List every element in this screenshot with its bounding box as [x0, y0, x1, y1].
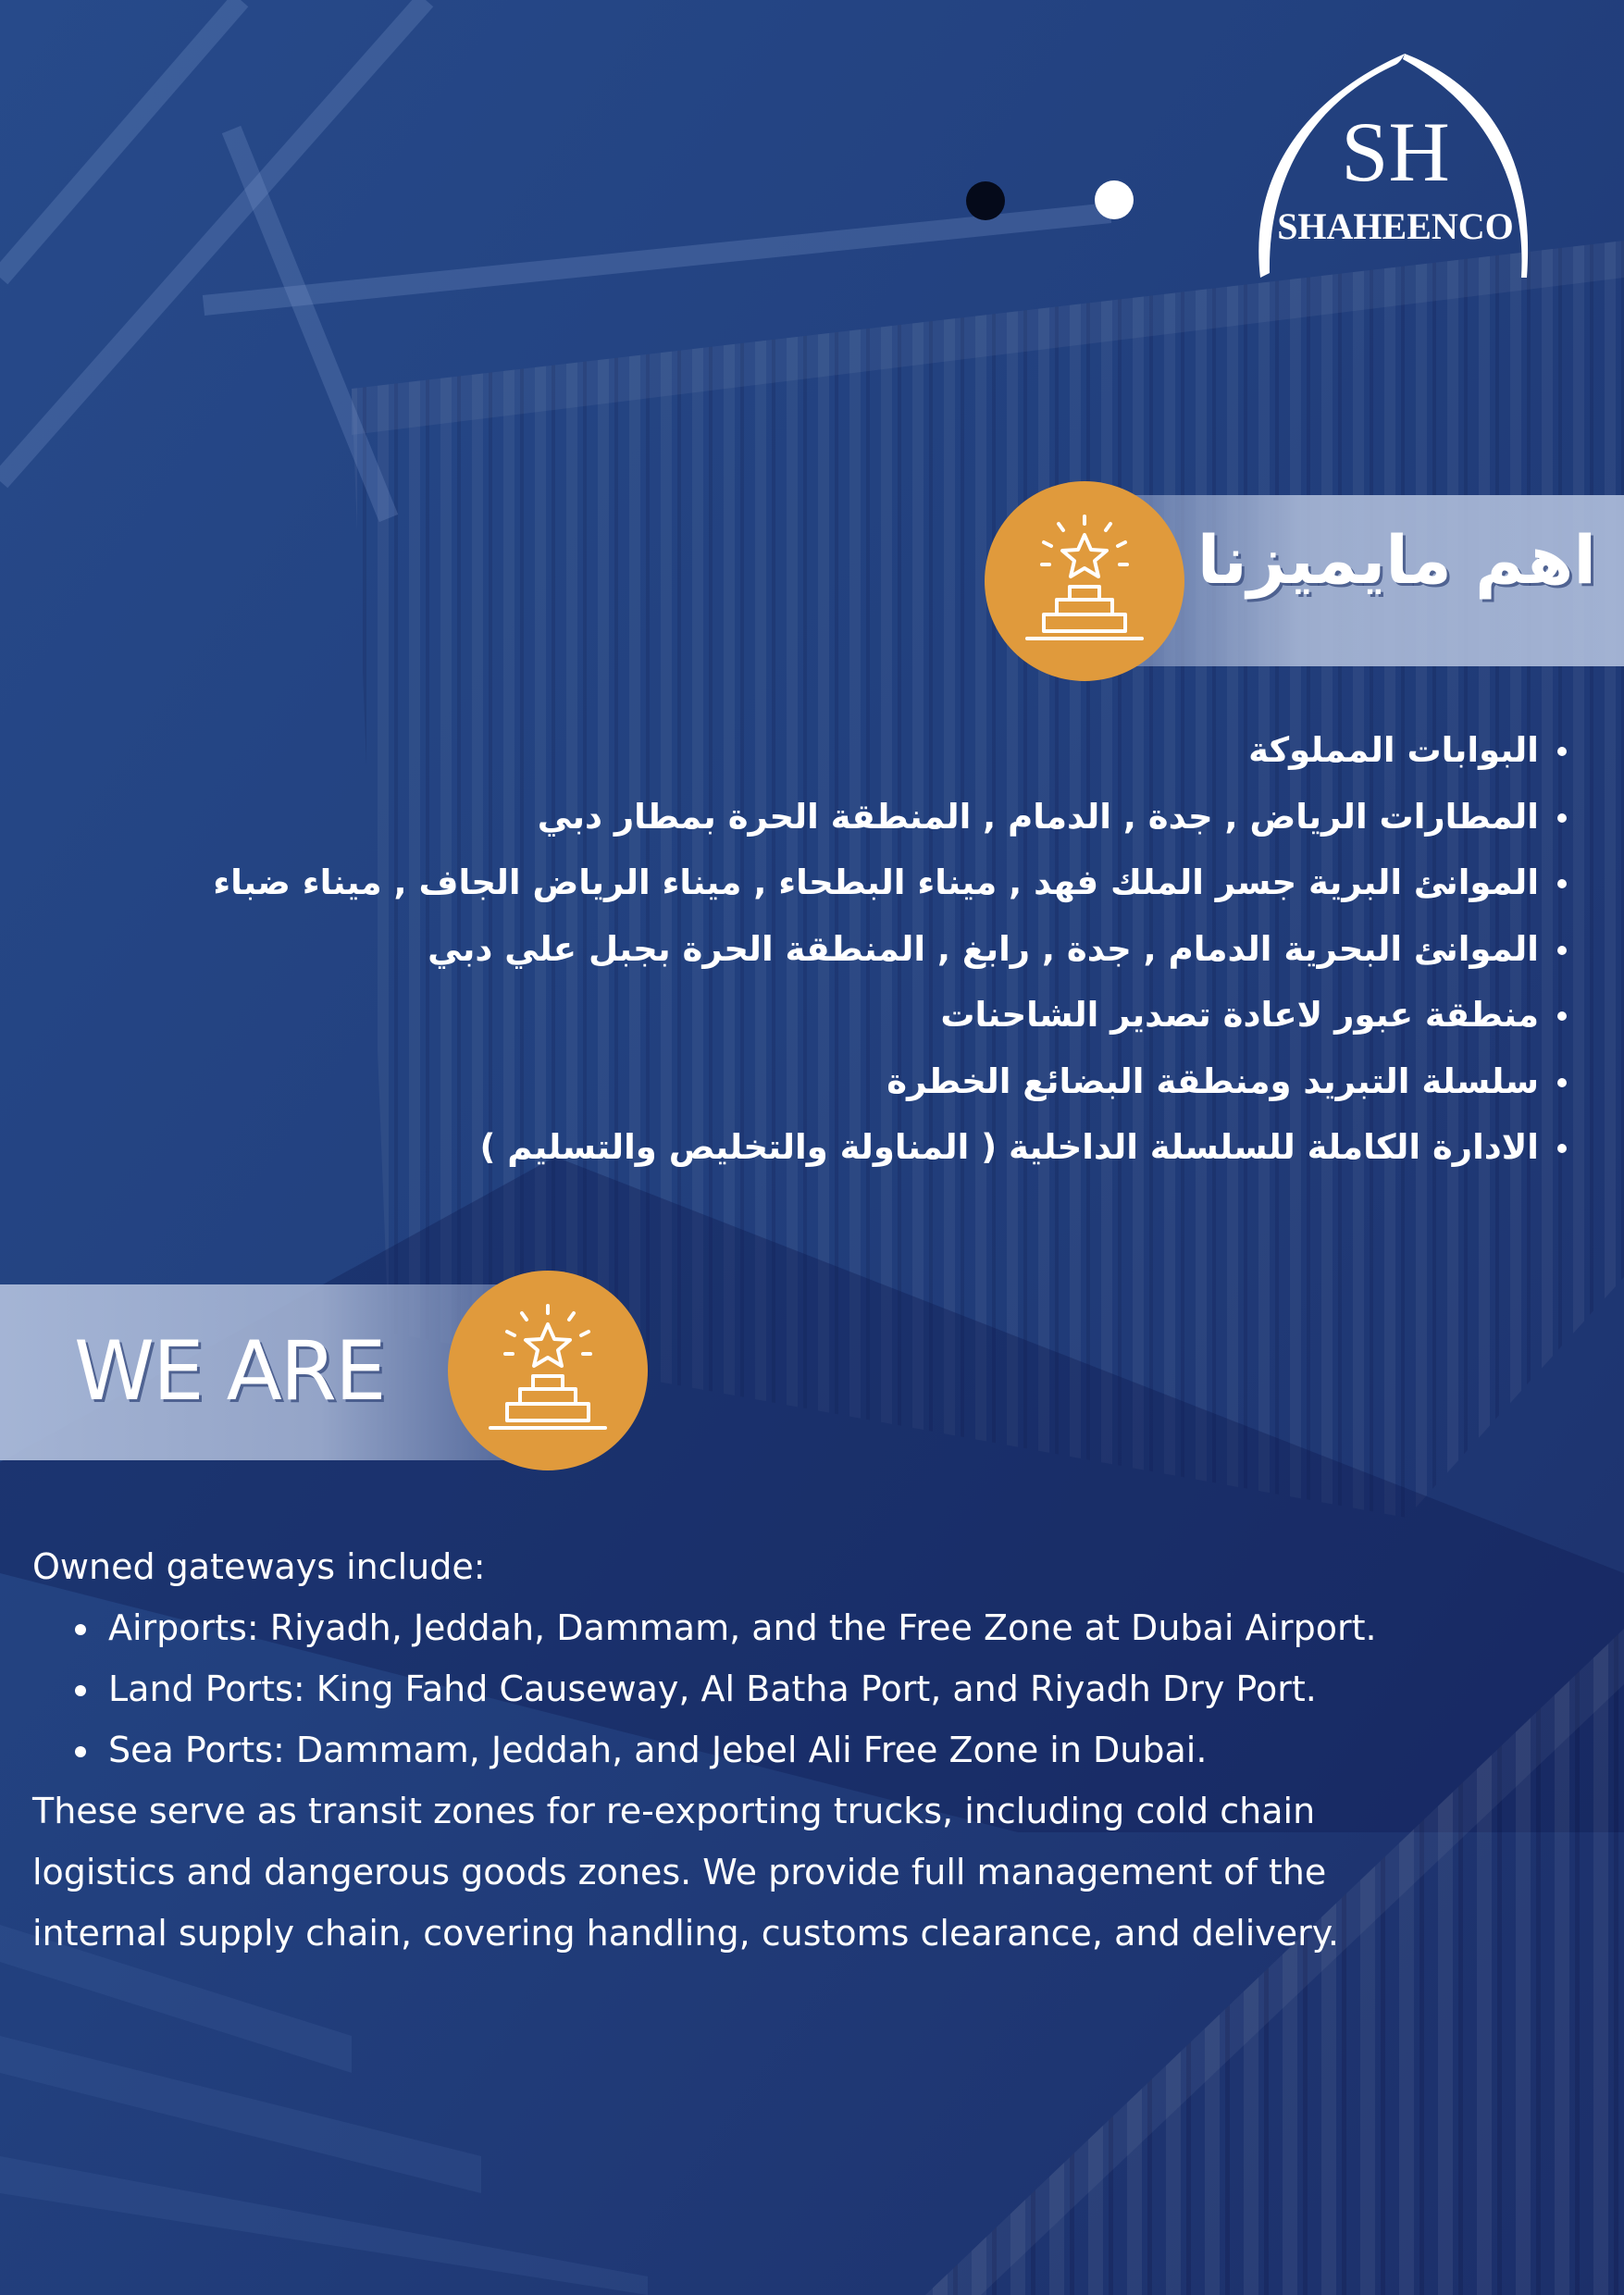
english-section-title: WE ARE: [74, 1323, 385, 1419]
english-description: [32, 1536, 1513, 1964]
arabic-section-badge: [985, 481, 1184, 681]
arabic-features-list: [127, 717, 1570, 1181]
english-intro: Owned gateways include:: [32, 1546, 486, 1587]
english-section-badge: [448, 1271, 648, 1470]
list-item: المطارات الرياض , جدة , الدمام , المنطقة الحرة بمطار دبي: [127, 784, 1570, 850]
paragraph-line: internal supply chain, covering handling, customs clearance, and delivery.: [32, 1913, 1339, 1954]
logo-monogram: SH: [1341, 105, 1450, 199]
list-item: الموانئ البرية جسر الملك فهد , ميناء البطحاء , ميناء الرياض الجاف , ميناء ضباء: [127, 850, 1570, 916]
paragraph-line: These serve as transit zones for re-exporting trucks, including cold chain: [32, 1791, 1316, 1831]
list-item: البوابات المملوكة: [127, 717, 1570, 784]
list-item: منطقة عبور لاعادة تصدير الشاحنات: [127, 982, 1570, 1048]
logo-name: SHAHEENCO: [1277, 205, 1514, 247]
list-item: Airports: Riyadh, Jeddah, Dammam, and the Free Zone at Dubai Airport.: [32, 1597, 1513, 1658]
shaheenco-logo: [1240, 46, 1545, 296]
star-podium-icon: [1010, 507, 1159, 655]
paragraph-line: logistics and dangerous goods zones. We provide full management of the: [32, 1852, 1327, 1892]
arabic-section-title: اهم مايميزنا: [1196, 521, 1596, 599]
list-item: Land Ports: King Fahd Causeway, Al Batha Port, and Riyadh Dry Port.: [32, 1658, 1513, 1719]
pagination-dot-1: [966, 181, 1005, 220]
list-item: سلسلة التبريد ومنطقة البضائع الخطرة: [127, 1048, 1570, 1115]
list-item: الادارة الكاملة للسلسلة الداخلية ( المناولة والتخليص والتسليم ): [127, 1114, 1570, 1181]
list-item: الموانئ البحرية الدمام , جدة , رابغ , المنطقة الحرة بجبل علي دبي: [127, 916, 1570, 983]
pagination-dot-2: [1095, 180, 1134, 219]
list-item: Sea Ports: Dammam, Jeddah, and Jebel Ali Free Zone in Dubai.: [32, 1719, 1513, 1780]
star-podium-icon: [474, 1296, 622, 1445]
